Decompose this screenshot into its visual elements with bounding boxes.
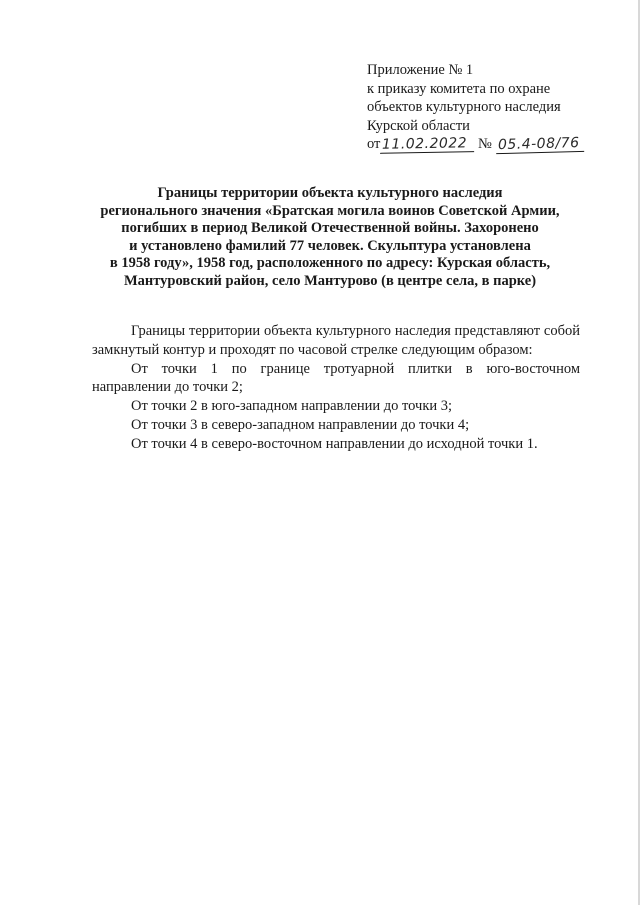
appendix-line-1: Приложение № 1	[367, 62, 474, 78]
appendix-line-3: объектов культурного наследия	[367, 99, 561, 115]
appendix-date-line	[367, 135, 627, 154]
handwritten-number: 05.4-08/76	[495, 136, 583, 154]
body-paragraph-3: От точки 2 в юго-западном направлении до точки 3;	[131, 398, 453, 415]
body-paragraph-1: Границы территории объекта культурного наследия представляют собой замкнутый контур и проходят по часовой стрелке следующим образом:	[92, 323, 580, 358]
title-line-5: в 1958 году», 1958 год, расположенного по адресу: Курская область,	[109, 255, 551, 271]
appendix-block	[367, 61, 627, 154]
number-prefix: №	[478, 136, 492, 152]
body-paragraph-4: От точки 3 в северо-западном направлении до точки 4;	[131, 416, 470, 433]
title-line-2: регионального значения «Братская могила воинов Советской Армии,	[100, 202, 560, 219]
title-line-4: и установлено фамилий 77 человек. Скульптура установлена	[129, 237, 531, 254]
date-prefix: от	[367, 136, 381, 152]
document-title	[60, 185, 600, 290]
handwritten-date: 11.02.2022	[380, 136, 474, 154]
appendix-line-2: к приказу комитета по охране	[367, 80, 551, 97]
body-paragraph-5: От точки 4 в северо-восточном направлении до исходной точки 1.	[131, 435, 538, 452]
document-body	[92, 322, 580, 454]
appendix-line-4: Курской области	[367, 117, 470, 134]
title-line-3: погибших в период Великой Отечественной войны. Захоронено	[121, 220, 539, 236]
body-paragraph-2: От точки 1 по границе тротуарной плитки в юго-восточном направлении до точки 2;	[92, 360, 580, 396]
title-line-1: Границы территории объекта культурного наследия	[157, 185, 503, 201]
title-line-6: Мантуровский район, село Мантурово (в центре села, в парке)	[123, 272, 537, 289]
